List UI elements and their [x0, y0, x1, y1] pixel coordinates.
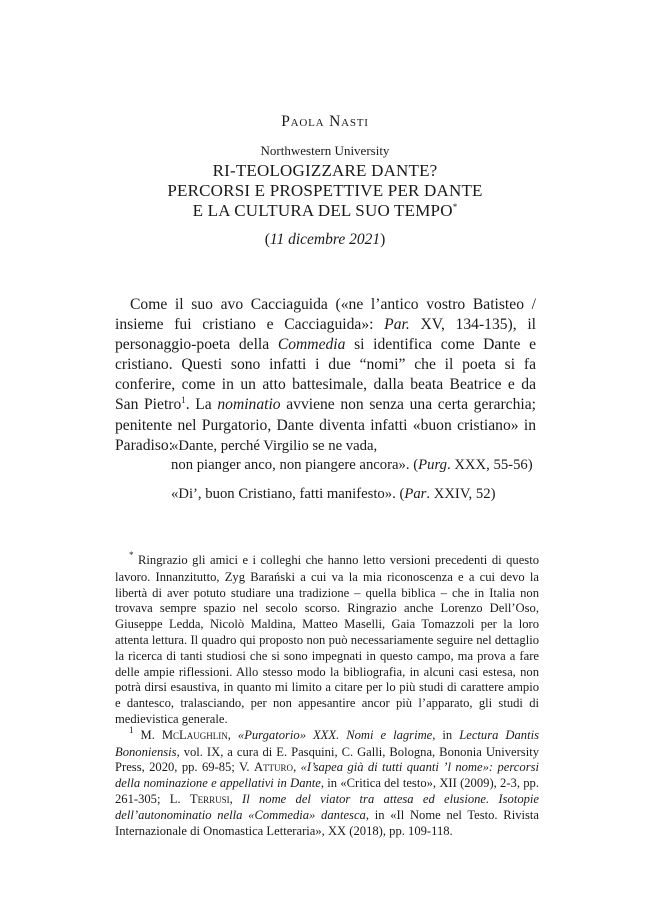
footnotes — [115, 550, 540, 839]
text-run: . La — [185, 396, 218, 413]
text-run: M. — [133, 727, 162, 742]
footnote-1 — [115, 724, 540, 840]
text-run: Come il suo avo Cacciaguida («ne l’antico vostro Batisteo / insieme fui cristiano e Cacciaguida»: — [115, 296, 536, 333]
cited-author: McLaughlin — [161, 727, 228, 742]
footnote-marker: * — [129, 550, 134, 560]
quote-line — [171, 456, 551, 475]
footnote-marker: 1 — [129, 724, 134, 735]
block-quote-2 — [171, 485, 551, 504]
text-run: XV, 134-135), il personaggio-poeta della — [115, 316, 536, 353]
quote-line — [171, 485, 551, 504]
title-line-3 — [0, 201, 650, 223]
cited-title: Il nome del viator tra attesa ed elusione. Isotopie dell’autonominatio nella «Commedia» dantesca — [115, 791, 540, 822]
quote-line: «Dante, perché Virgilio se ne vada, — [171, 438, 378, 454]
citation-ref: Par. — [384, 316, 410, 333]
article-date: (11 dicembre 2021) — [264, 231, 386, 248]
text-run: , in «Critica del testo», XII (2009), 2-3, pp. 261-305; L. — [115, 776, 539, 806]
footnote-star — [115, 550, 539, 728]
body-paragraph — [115, 295, 536, 456]
title-line-1: RI-TEOLOGIZZARE DANTE? — [212, 161, 438, 180]
text-run: . XXX, 55-56) — [446, 457, 533, 473]
text-run: si identifica come Dante e cristiano. Questi sono infatti i due “nomi” che il poeta si fa conferire, come in un atto battesimale, dalla beata Beatrice e da San Pietro — [115, 336, 537, 413]
text-run: non pianger anco, non piangere ancora». ( — [171, 457, 419, 473]
citation-ref: Purg — [418, 457, 447, 473]
work-title: Commedia — [277, 336, 346, 353]
title-footnote-marker: * — [452, 202, 458, 212]
text-run: avviene non senza una certa gerarchia; penitente nel Purgatorio, Dante diventa infatti «buon cristiano» in Paradiso: — [115, 396, 536, 454]
body-text — [115, 295, 536, 456]
cited-author: Terrusi — [189, 791, 230, 806]
title-line-2: PERCORSI E PROSPETTIVE PER DANTE — [167, 181, 483, 200]
text-run: , vol. IX, a cura di E. Pasquini, C. Galli, Bologna, Bononia University Press, 2020, pp. 69-85; V. — [115, 744, 539, 775]
author-affiliation: Northwestern University — [260, 143, 390, 158]
title-line-3-text: E LA CULTURA DEL SUO TEMPO — [192, 201, 453, 220]
cited-author: Atturo — [253, 760, 294, 775]
date-text: 11 dicembre 2021 — [269, 231, 381, 248]
text-run: , in «Il Nome nel Testo. Rivista Internazionale di Onomastica Letteraria», XX (2018), pp. 109-118. — [115, 807, 539, 838]
footnote-text: Ringrazio gli amici e i colleghi che hanno letto versioni precedenti di questo lavoro. Innanzitutto, Zyg Barański a cui va la mia riconoscenza e a cui devo la libertà di aver potuto studiare una tradizione – quella biblica – che in Italia non trovava sempre spazio nel secolo scorso. Ringrazio anche Lorenzo Dell’Oso, Giuseppe Ledda, Nicolò Maldina, Matteo Maselli, Gaia Tomazzoli per la loro attenta lettura. Il quadro qui proposto non può necessariamente seguire nel dettaglio la ricerca di tanti studiosi che si sono impegnati in questo campo, ma prova a fare delle ampie riflessioni. Allo stesso modo la bibliografia, in alcuni casi estesa, non potrà dirsi esaustiva, in quanto mi limito a citare per lo più studi di carattere ampio e dantesco, tralasciando, per non appesantire ancor più l’apparato, gli studi di medievistica generale. — [115, 553, 539, 726]
cited-title: «Purgatorio» XXX. Nomi e lagrime — [237, 727, 433, 742]
cited-title: «I’sapea già di tutti quanti ’l nome»: percorsi della nominazione e appellativi in Dante — [115, 760, 539, 791]
text-run: , — [229, 791, 243, 806]
text-run: , — [227, 727, 238, 742]
cited-title: Lectura Dantis Bononiensis — [115, 727, 539, 759]
author-name: Paola Nasti — [281, 113, 369, 130]
text-run: . XXIV, 52) — [426, 486, 496, 502]
block-quote-1 — [171, 437, 551, 475]
article-title — [0, 161, 650, 223]
text-run: , — [293, 760, 301, 775]
text-run: , in — [432, 727, 460, 742]
footnote-ref: 1 — [181, 395, 186, 405]
text-run: «Di’, buon Cristiano, fatti manifesto». ( — [171, 486, 405, 502]
citation-ref: Par — [404, 486, 427, 502]
latin-term: nominatio — [217, 396, 281, 413]
